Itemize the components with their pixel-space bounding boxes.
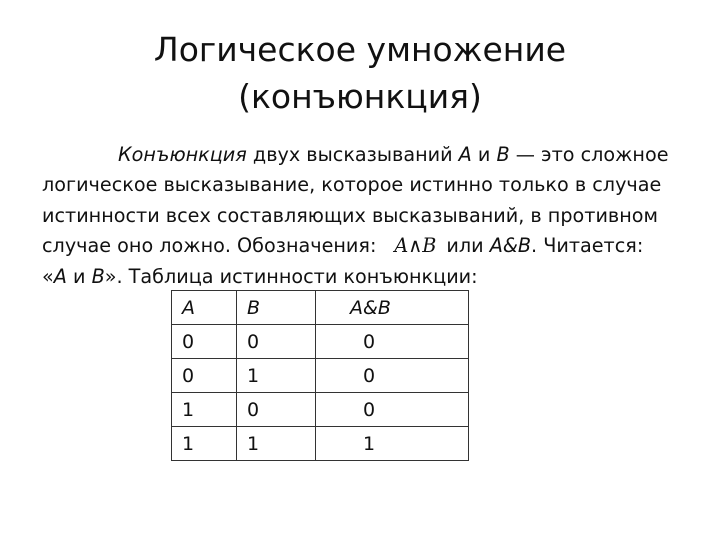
variable-b: В bbox=[91, 264, 105, 288]
header-b: B bbox=[237, 291, 316, 325]
paragraph-line-5 bbox=[42, 262, 692, 292]
title-line-1: Логическое умножение bbox=[153, 30, 567, 69]
quote-open: « bbox=[42, 264, 54, 288]
paragraph-line-4 bbox=[42, 231, 692, 261]
expression-a-and-b: А&В bbox=[489, 234, 531, 258]
table-cell: 0 bbox=[316, 359, 469, 393]
paragraph-line-2: логическое высказывание, которое истинно только в случае bbox=[42, 173, 662, 197]
table-cell: 1 bbox=[172, 393, 237, 427]
variable-a: А bbox=[458, 143, 472, 166]
table-cell: 0 bbox=[172, 359, 237, 393]
table-row bbox=[172, 393, 469, 427]
table-cell: 1 bbox=[237, 427, 316, 461]
text-fragment: двух высказываний bbox=[246, 143, 459, 166]
slide-title bbox=[0, 26, 720, 120]
table-cell: 0 bbox=[237, 393, 316, 427]
text-fragment: или bbox=[446, 234, 490, 258]
paragraph-line-1 bbox=[42, 140, 692, 170]
text-fragment: . Читается: bbox=[531, 234, 644, 258]
header-a-and-b: A&B bbox=[316, 291, 469, 325]
table-cell: 1 bbox=[172, 427, 237, 461]
title-line-2: (конъюнкция) bbox=[238, 77, 482, 116]
text-fragment: ». Таблица истинности конъюнкции: bbox=[104, 264, 478, 288]
text-fragment: — это сложное bbox=[509, 143, 669, 166]
table-cell: 0 bbox=[316, 325, 469, 359]
term-conjunction: Конъюнкция bbox=[118, 143, 247, 166]
table-cell: 0 bbox=[316, 393, 469, 427]
table-row bbox=[172, 427, 469, 461]
text-fragment: случае оно ложно. Обозначения: bbox=[42, 234, 377, 258]
truth-table bbox=[171, 290, 469, 461]
table-cell: 1 bbox=[316, 427, 469, 461]
table-row bbox=[172, 325, 469, 359]
text-fragment: и bbox=[66, 264, 92, 288]
table-row bbox=[172, 359, 469, 393]
table-cell: 1 bbox=[237, 359, 316, 393]
definition-paragraph bbox=[42, 140, 692, 292]
variable-a: А bbox=[53, 264, 67, 288]
table-header-row bbox=[172, 291, 469, 325]
table-cell: 0 bbox=[237, 325, 316, 359]
paragraph-line-3: истинности всех составляющих высказываний, в противном bbox=[42, 203, 658, 227]
math-notation: A∧B bbox=[394, 234, 437, 258]
variable-b: В bbox=[496, 143, 510, 166]
header-a: A bbox=[172, 291, 237, 325]
text-fragment: и bbox=[471, 143, 497, 166]
table-cell: 0 bbox=[172, 325, 237, 359]
